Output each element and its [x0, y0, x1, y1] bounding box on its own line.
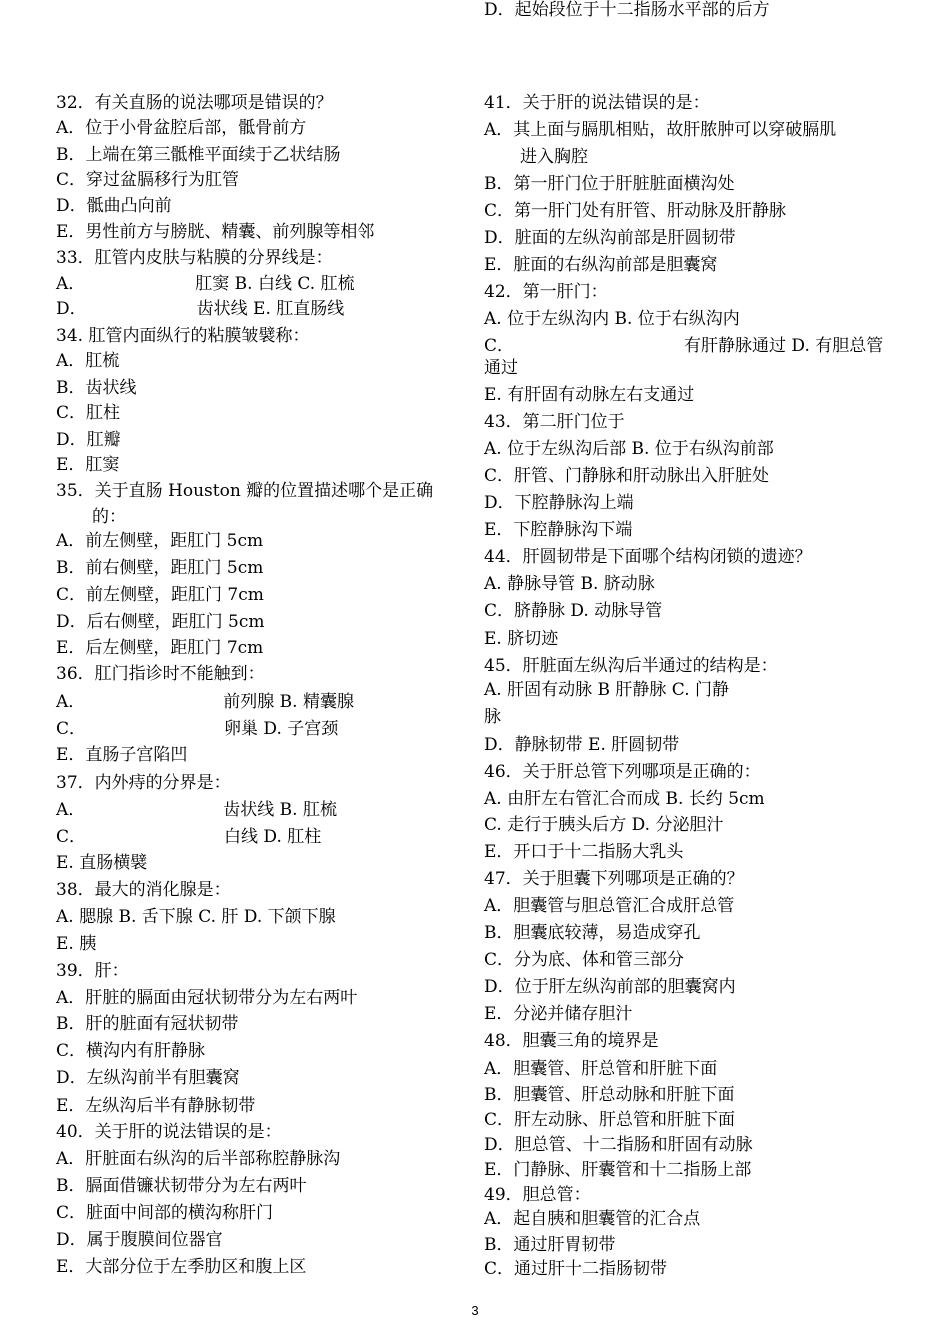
text-line: A．胆囊管、肝总管和肝脏下面 [484, 1059, 718, 1079]
text-line [484, 336, 883, 356]
text-line: 进入胸腔 [520, 147, 588, 167]
text-line: 33．肛管内皮肤与粘膜的分界线是： [56, 248, 333, 268]
text-line: A．胆囊管与胆总管汇合成肝总管 [484, 896, 735, 916]
option-label: A． [56, 274, 86, 294]
text-line: E. 胰 [56, 934, 97, 954]
text-line: B．第一肝门位于肝脏脏面横沟处 [484, 174, 735, 194]
text-line: E．开口于十二指肠大乳头 [484, 842, 684, 862]
text-line: B．胆囊底较薄，易造成穿孔 [484, 923, 701, 943]
text-line: C．脏面中间部的横沟称肝门 [56, 1203, 274, 1223]
text-line: 49．胆总管： [484, 1185, 591, 1205]
text-line: 39．肝： [56, 961, 129, 981]
text-line: 32．有关直肠的说法哪项是错误的？ [56, 93, 333, 113]
text-line: 43．第二肝门位于 [484, 412, 625, 432]
text-line [56, 719, 338, 739]
text-line: A．肝脏面右纵沟的后半部称腔静脉沟 [56, 1149, 341, 1169]
text-line: E．脏面的右纵沟前部是胆囊窝 [484, 255, 718, 275]
text-line: D．位于肝左纵沟前部的胆囊窝内 [484, 977, 736, 997]
text-line: E．下腔静脉沟下端 [484, 520, 633, 540]
text-line: D．脏面的左纵沟前部是肝圆韧带 [484, 228, 736, 248]
text-line: C．肛柱 [56, 403, 121, 423]
text-line: B．前右侧壁，距肛门 5cm [56, 558, 264, 578]
text-line: A. 位于左纵沟内 B. 位于右纵沟内 [484, 309, 740, 329]
page-number: 3 [471, 1303, 479, 1318]
text-line: E．门静脉、肝囊管和十二指肠上部 [484, 1160, 752, 1180]
text-line: B．上端在第三骶椎平面续于乙状结肠 [56, 145, 341, 165]
text-line: E．直肠子宫陷凹 [56, 745, 188, 765]
text-line: A. 腮腺 B. 舌下腺 C. 肝 D. 下颌下腺 [56, 907, 336, 927]
text-line: C．横沟内有肝静脉 [56, 1041, 206, 1061]
text-line: 46．关于肝总管下列哪项是正确的： [484, 762, 761, 782]
option-label: C． [56, 827, 87, 847]
option-text: 白线 D. 肛柱 [224, 827, 322, 847]
text-line [56, 827, 321, 847]
text-line: E．大部分位于左季肋区和腹上区 [56, 1257, 307, 1277]
text-line: 38．最大的消化腺是： [56, 880, 231, 900]
text-line: C．通过肝十二指肠韧带 [484, 1259, 668, 1279]
text-line: E．男性前方与膀胱、精囊、前列腺等相邻 [56, 222, 375, 242]
text-line: C．脐静脉 D. 动脉导管 [484, 601, 663, 621]
option-text: 有肝静脉通过 D. 有胆总管 [684, 336, 884, 356]
text-line: C．肝左动脉、肝总管和肝脏下面 [484, 1110, 736, 1130]
text-line: B．肝的脏面有冠状韧带 [56, 1014, 239, 1034]
text-line: 40．关于肝的说法错误的是： [56, 1122, 282, 1142]
option-text: 卵巢 D. 子宫颈 [224, 719, 339, 739]
text-line: E．肛窦 [56, 455, 120, 475]
text-line: A．肛梳 [56, 351, 120, 371]
text-line: 47．关于胆囊下列哪项是正确的？ [484, 869, 744, 889]
text-line [56, 299, 344, 319]
text-line: B．通过肝胃韧带 [484, 1235, 616, 1255]
text-line: A．起自胰和胆囊管的汇合点 [484, 1209, 701, 1229]
text-line: E. 有肝固有动脉左右支通过 [484, 385, 695, 405]
text-line: E．后左侧壁，距肛门 7cm [56, 638, 264, 658]
text-line: C．前左侧壁，距肛门 7cm [56, 585, 264, 605]
text-line: C．第一肝门处有肝管、肝动脉及肝静脉 [484, 201, 787, 221]
text-line: B．膈面借镰状韧带分为左右两叶 [56, 1176, 307, 1196]
option-label: A． [56, 692, 86, 712]
option-label: C． [56, 719, 87, 739]
text-line: D．肛瓣 [56, 430, 121, 450]
text-line: C．肝管、门静脉和肝动脉出入肝脏处 [484, 466, 770, 486]
text-line [56, 800, 337, 820]
text-line: E. 直肠横襞 [56, 853, 148, 873]
text-line: C．穿过盆膈移行为肛管 [56, 170, 240, 190]
text-line: 通过 [484, 358, 518, 378]
text-line: A. 静脉导管 B. 脐动脉 [484, 574, 655, 594]
text-line: D．属于腹膜间位器官 [56, 1230, 223, 1250]
text-line: 脉 [484, 707, 501, 727]
text-line: 36．肛门指诊时不能触到： [56, 664, 265, 684]
text-line: D．起始段位于十二指肠水平部的后方 [484, 0, 770, 20]
text-line: 45．肝脏面左纵沟后半通过的结构是： [484, 656, 778, 676]
text-line: E．分泌并储存胆汁 [484, 1004, 633, 1024]
text-line: 41．关于肝的说法错误的是： [484, 93, 710, 113]
text-line: 的： [92, 507, 126, 527]
text-line [56, 274, 355, 294]
text-line: A．肝脏的膈面由冠状韧带分为左右两叶 [56, 988, 358, 1008]
text-line: A. 由肝左右管汇合而成 B. 长约 5cm [484, 789, 765, 809]
text-line: A．位于小骨盆腔后部，骶骨前方 [56, 118, 307, 138]
text-line: 35．关于直肠 Houston 瓣的位置描述哪个是正确 [56, 481, 434, 501]
option-label: A． [56, 800, 86, 820]
text-line: A. 肝固有动脉 B 肝静脉 C. 门静 [484, 680, 729, 700]
text-line: C．分为底、体和管三部分 [484, 950, 685, 970]
text-line: A．其上面与膈肌相贴，故肝脓肿可以穿破膈肌 [484, 120, 837, 140]
option-text: 齿状线 B. 肛梳 [223, 800, 337, 820]
text-line: D．胆总管、十二指肠和肝固有动脉 [484, 1135, 753, 1155]
text-line: 42．第一肝门： [484, 282, 608, 302]
text-line: B．胆囊管、肝总动脉和肝脏下面 [484, 1085, 735, 1105]
text-line: D．骶曲凸向前 [56, 196, 172, 216]
text-line: D．后右侧壁，距肛门 5cm [56, 612, 265, 632]
option-label: D． [56, 299, 87, 319]
text-line: A. 位于左纵沟后部 B. 位于右纵沟前部 [484, 439, 774, 459]
text-line: E. 脐切迹 [484, 629, 559, 649]
text-line: A．前左侧壁，距肛门 5cm [56, 531, 264, 551]
text-line: D．静脉韧带 E. 肝圆韧带 [484, 735, 680, 755]
text-line [56, 692, 354, 712]
text-line: 44．肝圆韧带是下面哪个结构闭锁的遗迹？ [484, 547, 812, 567]
text-line: C. 走行于胰头后方 D. 分泌胆汁 [484, 815, 724, 835]
text-line: 34. 肛管内面纵行的粘膜皱襞称： [56, 326, 310, 346]
option-text: 肛窦 B. 白线 C. 肛梳 [195, 274, 355, 294]
text-line: B．齿状线 [56, 378, 137, 398]
text-line: 48．胆囊三角的境界是 [484, 1031, 659, 1051]
text-line: D．左纵沟前半有胆囊窝 [56, 1068, 240, 1088]
text-line: E．左纵沟后半有静脉韧带 [56, 1096, 256, 1116]
option-text: 前列腺 B. 精囊腺 [223, 692, 354, 712]
text-line: 37．内外痔的分界是： [56, 773, 231, 793]
text-line: D．下腔静脉沟上端 [484, 493, 634, 513]
option-text: 齿状线 E. 肛直肠线 [196, 299, 345, 319]
option-label: C． [484, 336, 515, 356]
